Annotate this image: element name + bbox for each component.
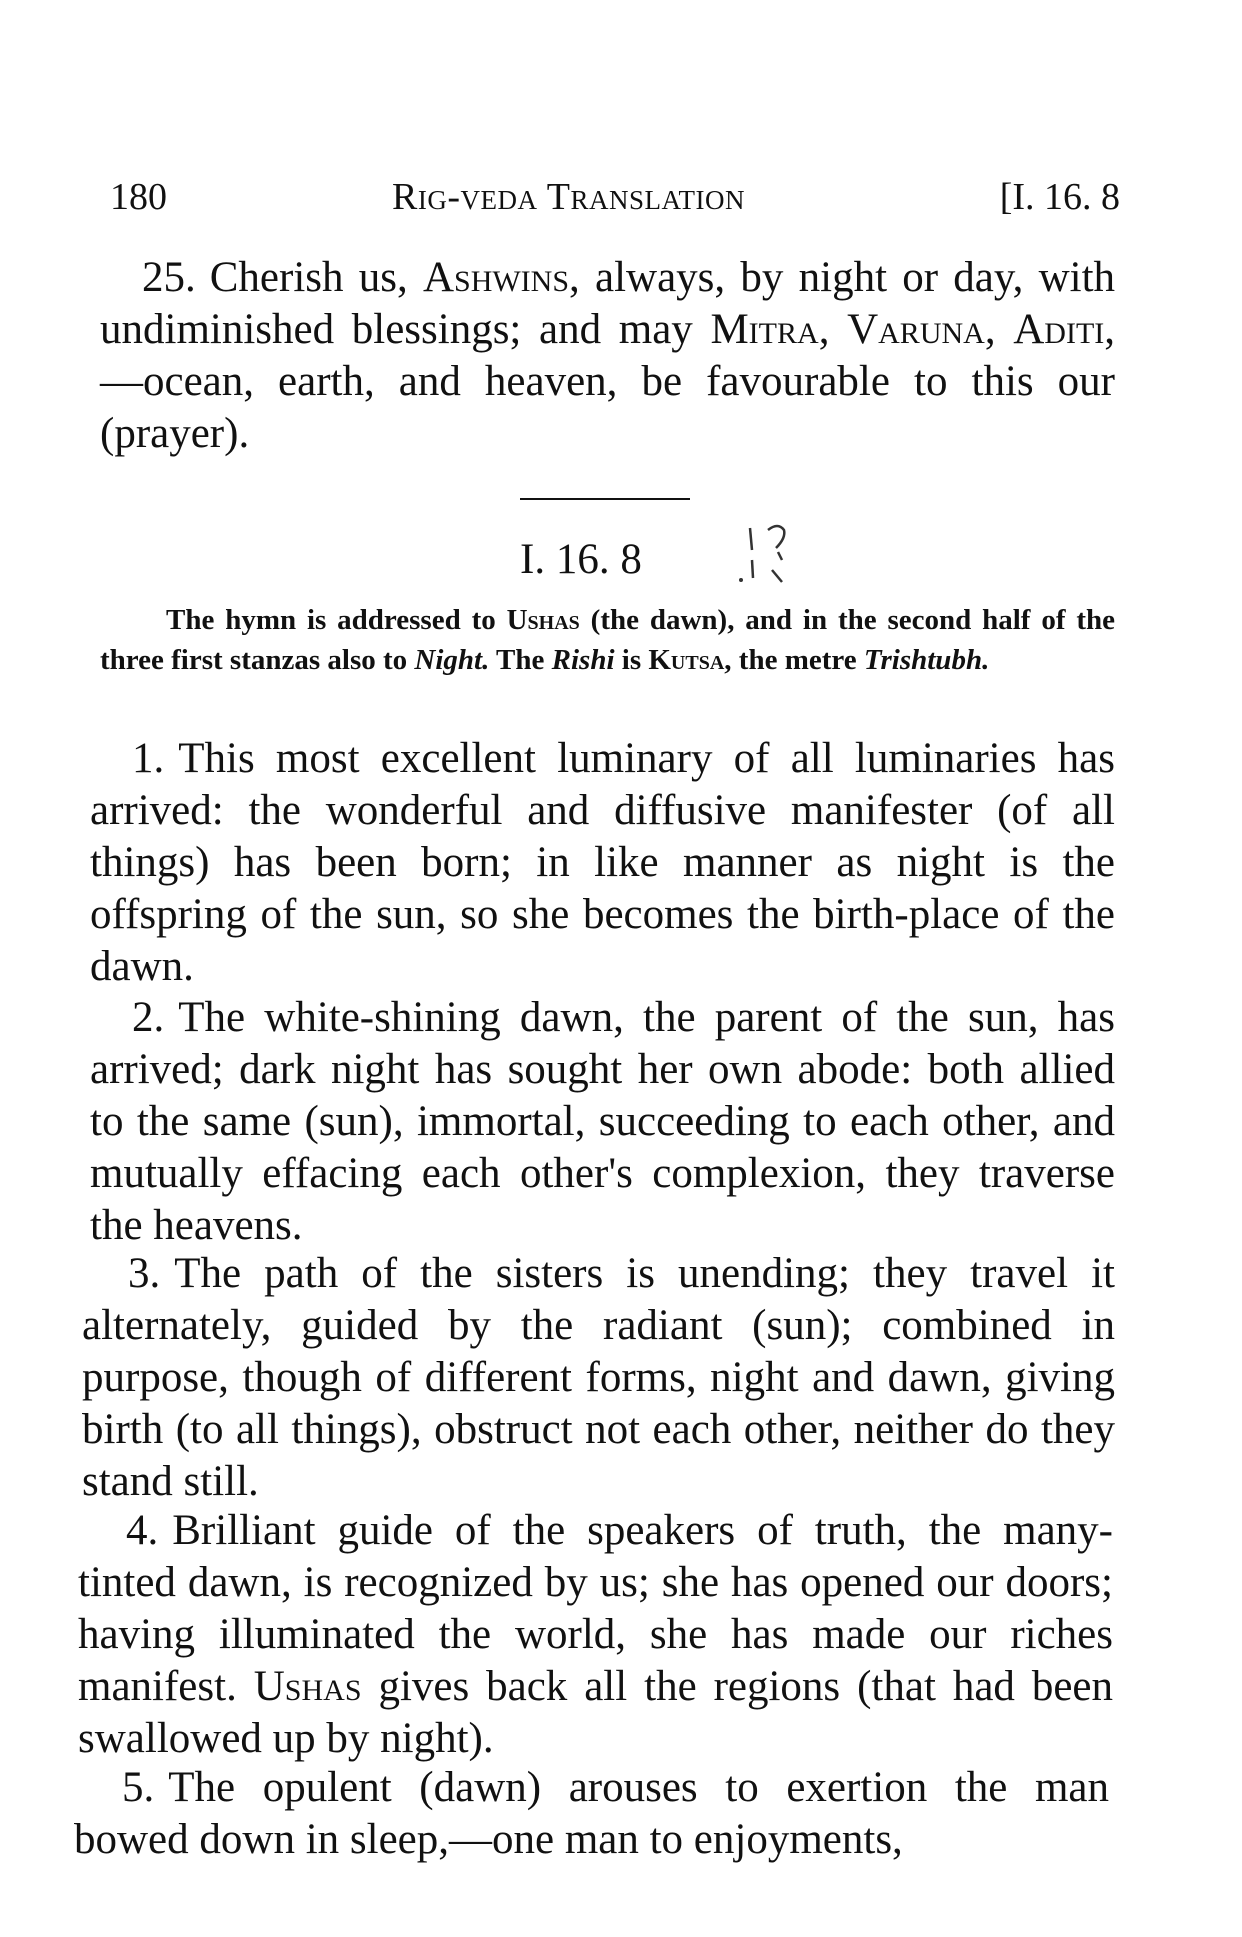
intro-text: The: [489, 644, 552, 676]
verse-text: ,: [984, 306, 1014, 353]
verse-text: The opulent (dawn) arouses to exertion the man bowed down in sleep,—one man to enjoyments,: [74, 1764, 1109, 1863]
running-head: [110, 172, 1120, 222]
deity-name-varuna: Varuna: [847, 306, 985, 353]
running-title: Rig-veda Translation: [392, 176, 746, 218]
verse-text: This most excellent luminary of all luminaries has arrived: the wonderful and diffusive manifester (of all things) has been born; in like manner as night is the offspring of the sun, so she becomes the birth-place of the dawn.: [90, 735, 1115, 990]
deity-name-ashwins: Ashwins: [422, 254, 570, 301]
deity-name-ushas: Ushas: [253, 1663, 362, 1710]
verse-2: [90, 992, 1115, 1252]
deity-name-ushas: Ushas: [506, 604, 580, 636]
verse-text: gives back all the regions (that had been swallowed up by night).: [78, 1663, 1113, 1762]
verse-text: ,—ocean, earth, and heaven, be favourable to this our (prayer).: [100, 306, 1116, 457]
rishi-name-kutsa: Kutsa: [648, 644, 725, 676]
verse-3: [82, 1248, 1115, 1508]
verse-number: 1.: [132, 735, 165, 782]
verse-4: [78, 1505, 1113, 1765]
hymn-introduction: [100, 600, 1115, 680]
verse-text: The white-shining dawn, the parent of the sun, has arrived; dark night has sought her own abode: both allied to the same (sun), immortal, succeeding to each other, and mutually effacing each other's complexion, they traverse the heavens.: [90, 994, 1115, 1249]
intro-text: The hymn is addressed to: [166, 604, 507, 636]
intro-rishi: Rishi: [551, 644, 615, 676]
verse-25: [100, 252, 1115, 460]
intro-night: Night.: [414, 644, 490, 676]
verse-text: Brilliant guide of the speakers of truth, the many-tinted dawn, is recognized by us; she has opened our doors; having illuminated the world, she has made our riches manifest.: [78, 1507, 1113, 1710]
verse-number: 5.: [122, 1764, 155, 1811]
verse-number: 3.: [128, 1250, 161, 1297]
verse-text: , always, by night or day, with undiminished blessings; and may: [100, 254, 1116, 353]
page-number: 180: [110, 176, 167, 218]
handwritten-margin-note: [738, 520, 798, 590]
intro-text: , the metre: [724, 644, 864, 676]
intro-text: (the dawn), and in the second half of the three first stanzas also to: [100, 604, 1116, 676]
section-divider: [520, 498, 690, 500]
deity-name-aditi: Aditi: [1013, 306, 1105, 353]
verse-number: 25.: [142, 254, 196, 301]
verse-text: ,: [818, 306, 848, 353]
hymn-reference: I. 16. 8: [520, 536, 642, 583]
deity-name-mitra: Mitra: [710, 306, 819, 353]
verse-number: 2.: [132, 994, 165, 1041]
verse-1: [90, 733, 1115, 993]
section-reference: [I. 16. 8: [999, 176, 1120, 218]
verse-number: 4.: [126, 1507, 159, 1554]
verse-text: The path of the sisters is unending; they travel it alternately, guided by the radiant (sun); combined in purpose, though of different forms, night and dawn, giving birth (to all things), obstruct not each other, neither do they stand still.: [82, 1250, 1115, 1505]
verse-5: [74, 1762, 1109, 1866]
intro-text: is: [614, 644, 649, 676]
verse-text: Cherish us,: [209, 254, 423, 301]
intro-metre: Trishtubh.: [863, 644, 990, 676]
